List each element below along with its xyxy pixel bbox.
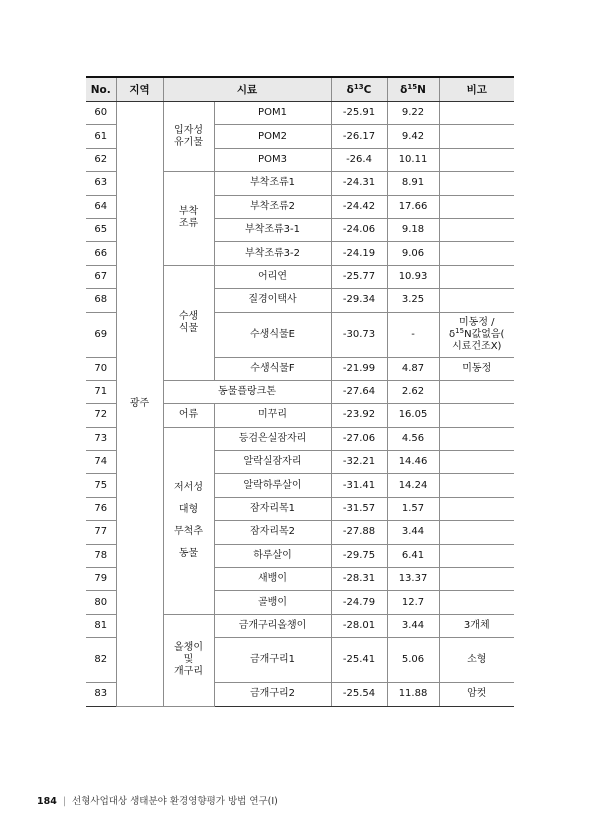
cell-d15n: 10.93 [387,265,439,288]
group-tadpoles-and-frogs: 올챙이 및 개구리 [163,614,214,706]
cell-d15n: 4.56 [387,427,439,450]
cell-d13c: -21.99 [331,357,387,380]
cell-remark [439,427,514,450]
header-d13c: $\delta^{13}C$ [331,77,387,102]
cell-no: 68 [86,289,116,312]
cell-no: 60 [86,102,116,125]
header-region: 지역 [116,77,163,102]
cell-d13c: -24.79 [331,591,387,614]
cell-d15n: 3.44 [387,521,439,544]
cell-d13c: -32.21 [331,451,387,474]
cell-remark [439,380,514,403]
cell-d13c: -27.06 [331,427,387,450]
footer-separator: | [62,796,67,807]
cell-remark: 암컷 [439,683,514,706]
header-remark: 비고 [439,77,514,102]
cell-remark: 3개체 [439,614,514,637]
group-fish: 어류 [163,404,214,427]
cell-sample: 부착조류2 [214,195,331,218]
cell-d13c: -24.19 [331,242,387,265]
cell-d13c: -25.91 [331,102,387,125]
cell-d13c: -24.06 [331,218,387,241]
cell-sample: 하루살이 [214,544,331,567]
cell-sample: 미꾸리 [214,404,331,427]
cell-no: 82 [86,638,116,683]
cell-sample: 수생식물F [214,357,331,380]
header-no: No. [86,77,116,102]
cell-d15n: 14.24 [387,474,439,497]
cell-d15n: 14.46 [387,451,439,474]
cell-remark: 미동정 [439,357,514,380]
cell-no: 79 [86,568,116,591]
cell-d15n: 4.87 [387,357,439,380]
cell-d15n: 12.7 [387,591,439,614]
cell-d13c: -24.31 [331,172,387,195]
page-footer [37,793,278,807]
cell-d13c: -28.01 [331,614,387,637]
cell-d13c: -29.75 [331,544,387,567]
cell-d13c: -26.4 [331,148,387,171]
cell-d15n: 13.37 [387,568,439,591]
cell-remark [439,242,514,265]
cell-remark [439,125,514,148]
cell-remark [439,102,514,125]
cell-remark-unidentified: 미동정 / $\delta^{15}N$값없음( 시료건조X) [439,312,514,357]
cell-d15n: 9.42 [387,125,439,148]
cell-no: 70 [86,357,116,380]
cell-remark: 소형 [439,638,514,683]
header-sample: 시료 [163,77,331,102]
table-row [86,102,514,125]
cell-sample: POM3 [214,148,331,171]
cell-sample: 잠자리목1 [214,497,331,520]
cell-d15n: 3.25 [387,289,439,312]
cell-no: 64 [86,195,116,218]
cell-no: 74 [86,451,116,474]
cell-no: 67 [86,265,116,288]
group-benthic-macroinvertebrates: 저서성 대형 무척추 동물 [163,427,214,614]
cell-d15n: 9.06 [387,242,439,265]
cell-d15n: 11.88 [387,683,439,706]
cell-d13c: -30.73 [331,312,387,357]
cell-sample: 부착조류1 [214,172,331,195]
cell-no: 78 [86,544,116,567]
cell-no: 81 [86,614,116,637]
cell-d15n: 9.22 [387,102,439,125]
cell-no: 71 [86,380,116,403]
cell-sample: 금개구리2 [214,683,331,706]
isotope-table [86,76,514,707]
group-particulate-organic-matter: 입자성 유기물 [163,102,214,172]
cell-remark [439,404,514,427]
cell-no: 77 [86,521,116,544]
cell-d13c: -25.77 [331,265,387,288]
cell-no: 73 [86,427,116,450]
group-zooplankton: 동물플랑크톤 [163,380,331,403]
cell-d15n: 6.41 [387,544,439,567]
cell-sample: 새뱅이 [214,568,331,591]
cell-sample: 골뱅이 [214,591,331,614]
cell-sample: 금개구리올챙이 [214,614,331,637]
cell-d13c: -29.34 [331,289,387,312]
cell-d15n: 2.62 [387,380,439,403]
cell-d15n: 5.06 [387,638,439,683]
cell-remark [439,289,514,312]
region-cell: 광주 [116,102,163,707]
cell-d15n: 9.18 [387,218,439,241]
header-d15n: $\delta^{15}N$ [387,77,439,102]
cell-no: 61 [86,125,116,148]
cell-remark [439,591,514,614]
cell-sample: 금개구리1 [214,638,331,683]
cell-sample: 어리연 [214,265,331,288]
cell-d15n: - [387,312,439,357]
cell-sample: 부착조류3-1 [214,218,331,241]
cell-remark [439,521,514,544]
cell-d13c: -25.41 [331,638,387,683]
cell-d13c: -28.31 [331,568,387,591]
cell-no: 62 [86,148,116,171]
cell-d13c: -27.88 [331,521,387,544]
cell-sample: POM2 [214,125,331,148]
cell-d13c: -26.17 [331,125,387,148]
cell-remark [439,195,514,218]
cell-remark [439,544,514,567]
cell-remark [439,451,514,474]
cell-no: 76 [86,497,116,520]
cell-no: 83 [86,683,116,706]
cell-no: 80 [86,591,116,614]
cell-sample: 등검은실잠자리 [214,427,331,450]
cell-d13c: -23.92 [331,404,387,427]
cell-no: 63 [86,172,116,195]
group-periphyton: 부착 조류 [163,172,214,266]
cell-no: 65 [86,218,116,241]
cell-no: 75 [86,474,116,497]
group-aquatic-plants: 수생 식물 [163,265,214,380]
cell-no: 66 [86,242,116,265]
page-number: 184 [37,796,57,807]
cell-no: 72 [86,404,116,427]
cell-remark [439,265,514,288]
cell-d15n: 8.91 [387,172,439,195]
table-header-row [86,77,514,102]
cell-d15n: 17.66 [387,195,439,218]
cell-remark [439,568,514,591]
cell-d13c: -24.42 [331,195,387,218]
cell-no: 69 [86,312,116,357]
footer-title: 선형사업대상 생태분야 환경영향평가 방법 연구(Ⅰ) [72,796,278,807]
cell-d13c: -31.57 [331,497,387,520]
cell-d15n: 1.57 [387,497,439,520]
cell-sample: 알락하루살이 [214,474,331,497]
cell-sample: 알락실잠자리 [214,451,331,474]
cell-remark [439,148,514,171]
cell-d15n: 10.11 [387,148,439,171]
cell-d13c: -31.41 [331,474,387,497]
cell-remark [439,172,514,195]
cell-sample: POM1 [214,102,331,125]
cell-d15n: 3.44 [387,614,439,637]
cell-d15n: 16.05 [387,404,439,427]
cell-remark [439,497,514,520]
cell-sample: 질경이택사 [214,289,331,312]
cell-sample: 부착조류3-2 [214,242,331,265]
cell-remark [439,218,514,241]
cell-sample: 잠자리목2 [214,521,331,544]
cell-sample: 수생식물E [214,312,331,357]
cell-d13c: -25.54 [331,683,387,706]
cell-remark [439,474,514,497]
cell-d13c: -27.64 [331,380,387,403]
